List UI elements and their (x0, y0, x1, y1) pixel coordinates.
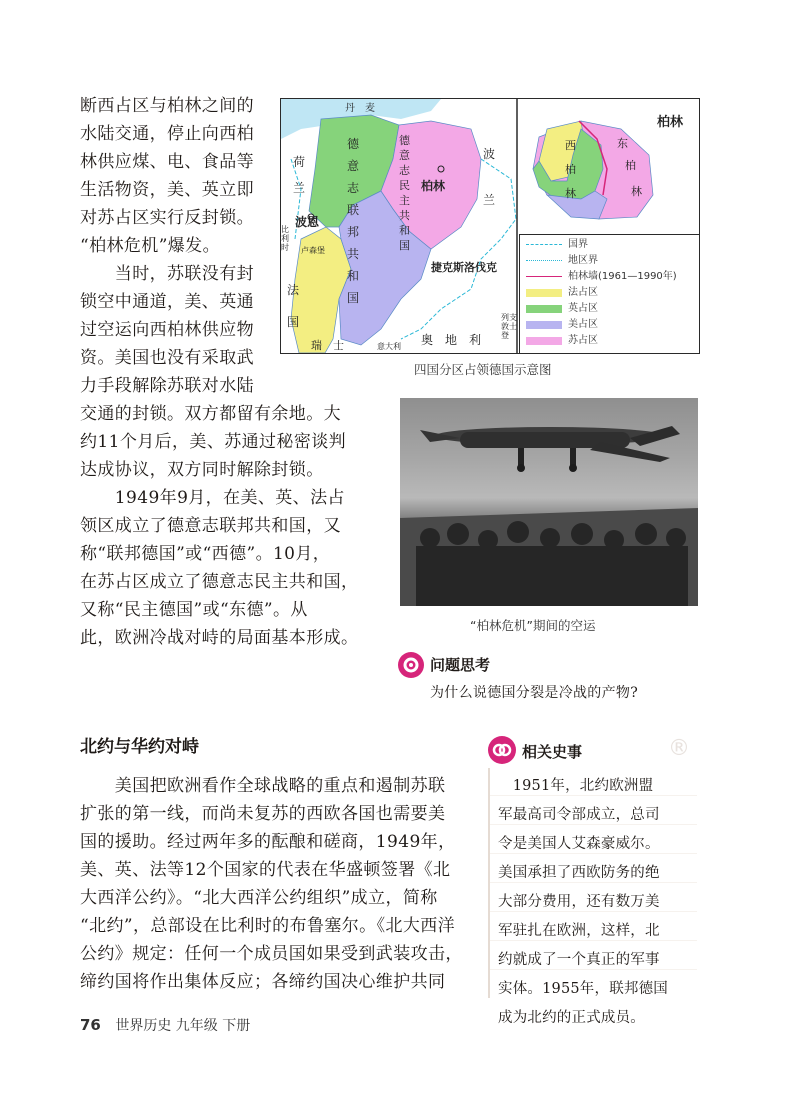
label-liechtenstein: 列支敦士登 (501, 313, 517, 340)
legend-swatch-icon (526, 289, 562, 297)
inset-label-west: 林 (565, 187, 576, 200)
legend-line-icon (526, 276, 562, 277)
legend-line-icon (526, 244, 562, 245)
text-line: 达成协议，双方同时解除封锁。 (80, 460, 324, 480)
label-czechoslovakia: 捷克斯洛伐克 (431, 261, 497, 274)
nato-paragraph (80, 772, 480, 996)
question-box-title: 问题思考 (430, 656, 491, 674)
airlift-paragraph-wide (80, 400, 390, 484)
text-line: 生活物资，美、英立即 (80, 180, 254, 200)
airlift-photo (400, 398, 698, 606)
text-line: 国的援助。经过两年多的酝酿和磋商，1949年， (80, 832, 456, 852)
inset-label-east: 柏 (625, 159, 636, 172)
related-box-header (488, 736, 698, 766)
text-line: 约11个月后，美、苏通过秘密谈判 (80, 432, 347, 452)
text-line: 当时，苏联没有封 (80, 264, 254, 284)
text-line: 约就成了一个真正的军事 (498, 952, 660, 968)
inset-label-west: 柏 (565, 163, 576, 176)
label-frg: 德意志联邦共和国 (347, 137, 360, 305)
link-rings-icon (488, 736, 516, 764)
text-line: 1951年，北约欧洲盟 (498, 778, 654, 794)
text-line: 缔约国将作出集体反应；各缔约国决心维护共同 (80, 972, 446, 992)
inset-label-east: 东 (617, 137, 628, 150)
page-number: 76 (80, 1016, 101, 1034)
label-bonn: 波恩 (295, 215, 320, 229)
occupation-map (280, 98, 700, 354)
text-line: 美国把欧洲看作全球战略的重点和遏制苏联 (80, 776, 446, 796)
label-france: 法 (287, 283, 300, 297)
related-box (488, 768, 697, 1026)
founding-paragraph (80, 484, 390, 652)
registered-mark: ® (668, 736, 690, 761)
text-line: 军驻扎在欧洲，这样，北 (498, 923, 660, 939)
text-line: 对苏占区实行反封锁。 (80, 208, 254, 228)
text-line: 美国承担了西欧防务的绝 (498, 865, 660, 881)
label-netherlands: 荷 (293, 155, 306, 169)
related-box-title: 相关史事 (522, 743, 583, 761)
legend-swatch-icon (526, 305, 562, 313)
text-line: 军最高司令部成立，总司 (498, 807, 660, 823)
label-gdr: 德意志民主共和国 (399, 134, 410, 252)
text-line: 在苏占区成立了德意志民主共和国， (80, 572, 359, 592)
label-luxembourg: 卢森堡 (301, 246, 325, 255)
text-line: 美、英、法等12个国家的代表在华盛顿签署《北 (80, 860, 451, 880)
label-berlin: 柏林 (421, 179, 446, 193)
text-line: 1949年9月，在美、英、法占 (80, 488, 345, 508)
text-line: 公约》规定：任何一个成员国如果受到武装攻击， (80, 944, 463, 964)
text-line: 大部分费用，还有数万美 (498, 894, 660, 910)
label-switzerland: 瑞 士 (311, 339, 344, 352)
inset-title: 柏林 (657, 115, 684, 130)
text-line: 锁空中通道，美、英通 (80, 292, 254, 312)
legend-swatch-icon (526, 321, 562, 329)
label-poland: 兰 (483, 193, 496, 207)
text-line: 力手段解除苏联对水陆 (80, 376, 254, 396)
book-title: 世界历史 九年级 下册 (115, 1018, 251, 1034)
inset-label-west: 西 (565, 139, 576, 152)
text-line: 林供应煤、电、食品等 (80, 152, 254, 172)
text-line: 实体。1955年，联邦德国 (498, 981, 669, 997)
label-austria: 奥 地 利 (421, 333, 482, 347)
legend-line-icon (526, 260, 562, 261)
label-poland: 波 (483, 147, 496, 161)
text-line: 大西洋公约》。“北大西洋公约组织”成立，简称 (80, 888, 438, 908)
text-line: 称“联邦德国”或“西德”。10月， (80, 544, 331, 564)
label-italy: 意大利 (377, 342, 401, 351)
text-line: 领区成立了德意志联邦共和国，又 (80, 516, 341, 536)
text-line: 断西占区与柏林之间的 (80, 96, 254, 116)
text-line: 交通的封锁。双方都留有余地。大 (80, 404, 341, 424)
map-legend: 国界 地区界 柏林墙(1961—1990年) 法占区 英占区 美占区 苏占区 (519, 234, 700, 354)
label-belgium: 比利时 (281, 225, 289, 252)
intro-paragraph (80, 92, 280, 260)
text-line: 过空运向西柏林供应物 (80, 320, 254, 340)
airplane-photo-graphic (400, 398, 698, 606)
section-heading: 北约与华约对峙 (80, 737, 199, 757)
map-caption: 四国分区占领德国示意图 (414, 362, 552, 377)
text-line: “北约”，总部设在比利时的布鲁塞尔。《北大西洋 (80, 916, 456, 936)
text-line: 又称“民主德国”或“东德”。从 (80, 600, 308, 620)
inset-label-east: 林 (631, 185, 642, 198)
label-france: 国 (287, 315, 300, 329)
legend-swatch-icon (526, 337, 562, 345)
airlift-paragraph-narrow (80, 260, 280, 400)
text-line: 令是美国人艾森豪威尔。 (498, 836, 660, 852)
question-text: 为什么说德国分裂是冷战的产物? (430, 685, 639, 701)
label-netherlands: 兰 (293, 181, 306, 195)
related-box-text (498, 772, 698, 1033)
text-line: 扩张的第一线，而尚未复苏的西欧各国也需要美 (80, 804, 446, 824)
text-line: 此，欧洲冷战对峙的局面基本形成。 (80, 628, 359, 648)
text-line: 资。美国也没有采取武 (80, 348, 254, 368)
page-footer (80, 1015, 250, 1035)
question-box (398, 648, 698, 708)
text-line: 成为北约的正式成员。 (498, 1010, 645, 1026)
text-line: 水陆交通，停止向西柏 (80, 124, 254, 144)
label-denmark: 丹 麦 (345, 103, 375, 114)
photo-caption: “柏林危机”期间的空运 (470, 618, 596, 633)
text-line: “柏林危机”爆发。 (80, 236, 220, 256)
question-circle-icon (398, 652, 424, 678)
